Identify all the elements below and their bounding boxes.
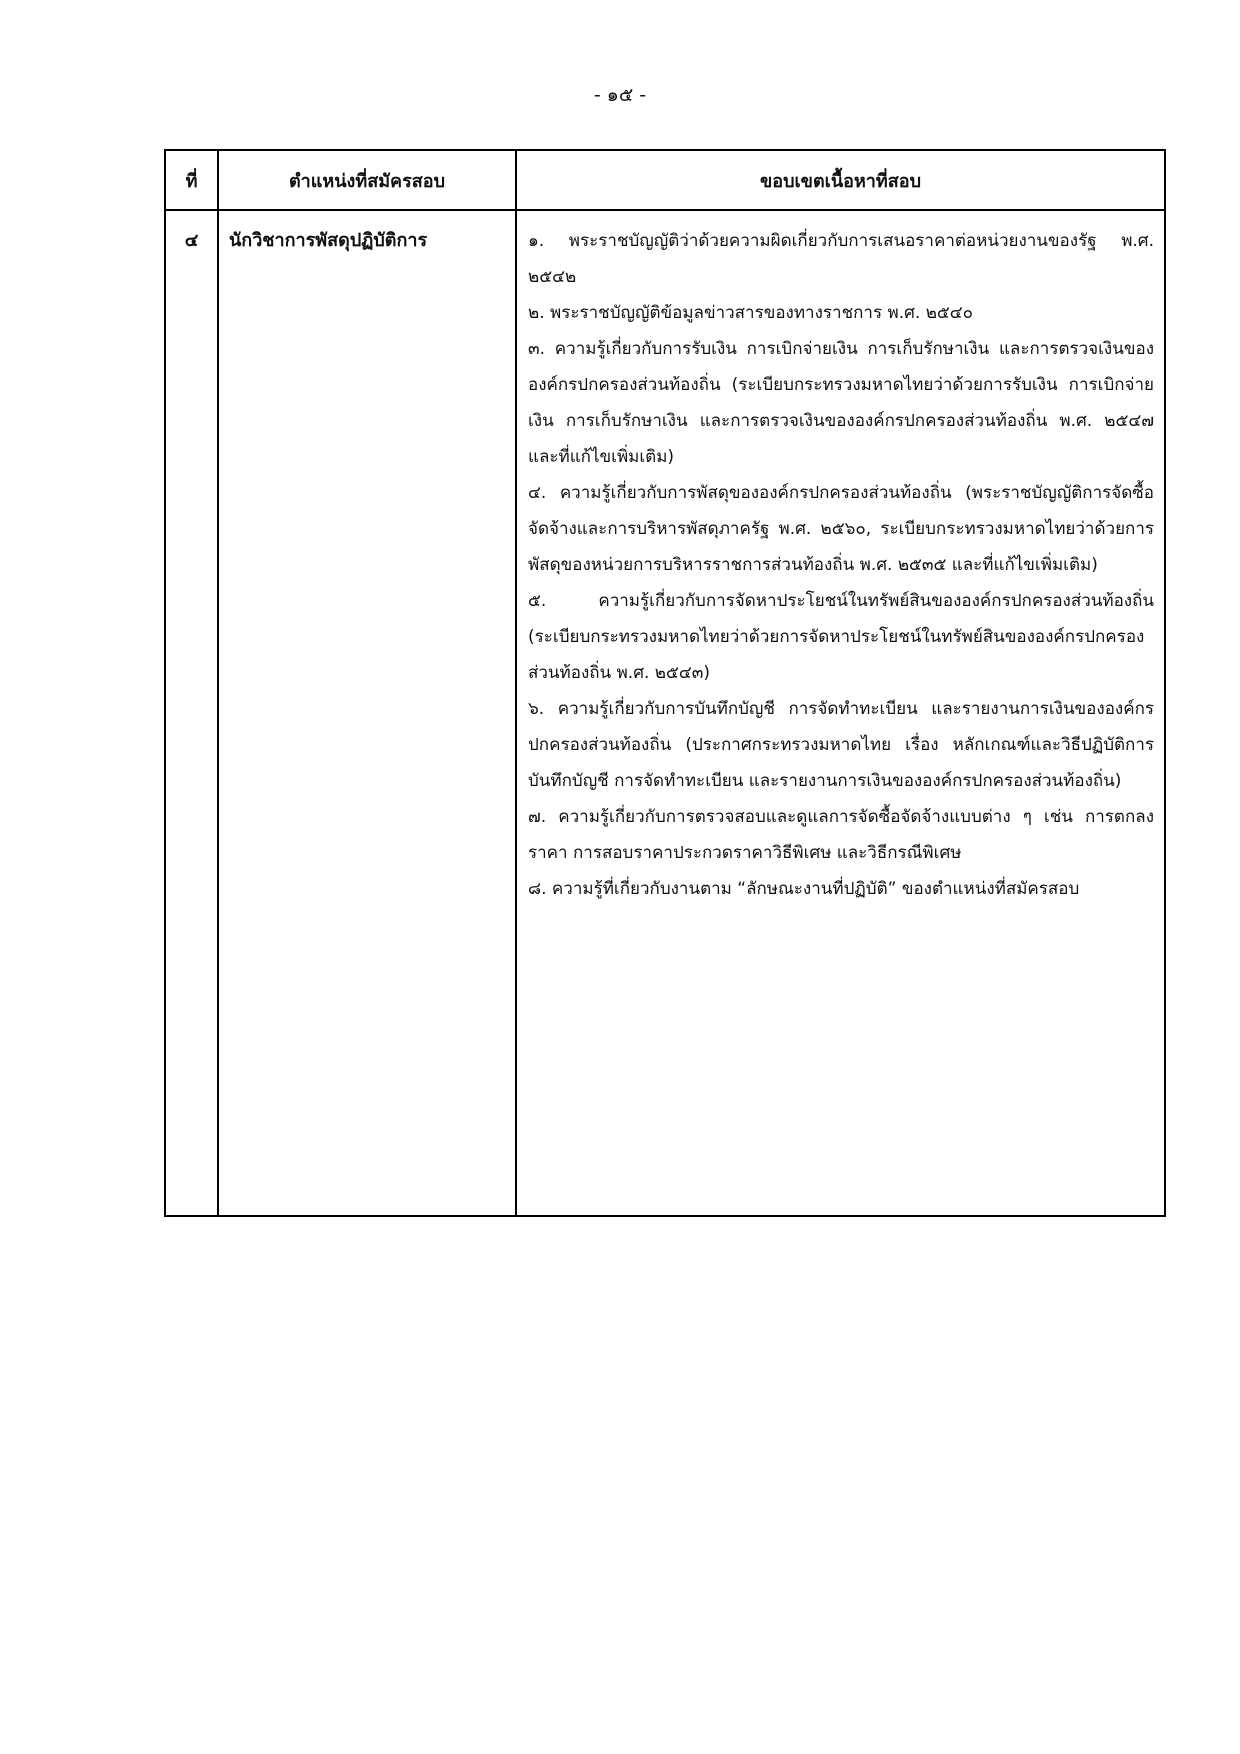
scope-item-5: ๕. ความรู้เกี่ยวกับการจัดหาประโยชน์ในทรัพย์สินขององค์กรปกครองส่วนท้องถิ่น (ระเบียบกระทรวงมหาดไทยว่าด้วยการจัดหาประโยชน์ในทรัพย์สินขององค์กรปกครองส่วนท้องถิ่น พ.ศ. ๒๕๔๓) [528,591,1154,683]
scope-item-2: ๒. พระราชบัญญัติข้อมูลข่าวสารของทางราชการ พ.ศ. ๒๕๔๐ [528,303,974,323]
table-header-row [165,150,1165,210]
scope-item-8: ๘. ความรู้ที่เกี่ยวกับงานตาม “ลักษณะงานที่ปฏิบัติ” ของตำแหน่งที่สมัครสอบ [528,879,1080,899]
scope-item-7: ๗. ความรู้เกี่ยวกับการตรวจสอบและดูแลการจัดซื้อจัดจ้างแบบต่าง ๆ เช่น การตกลงราคา การสอบราคาประกวดราคาวิธีพิเศษ และวิธีกรณีพิเศษ [528,807,1154,863]
scope-item-6: ๖. ความรู้เกี่ยวกับการบันทึกบัญชี การจัดทำทะเบียน และรายงานการเงินขององค์กรปกครองส่วนท้องถิ่น (ประกาศกระทรวงมหาดไทย เรื่อง หลักเกณฑ์และวิธีปฏิบัติการบันทึกบัญชี การจัดทำทะเบียน และรายงานการเงินขององค์กรปกครองส่วนท้องถิ่น) [528,699,1154,791]
table-row [165,210,1165,1216]
scope-item-3: ๓. ความรู้เกี่ยวกับการรับเงิน การเบิกจ่ายเงิน การเก็บรักษาเงิน และการตรวจเงินขององค์กรปกครองส่วนท้องถิ่น (ระเบียบกระทรวงมหาดไทยว่าด้วยการรับเงิน การเบิกจ่ายเงิน การเก็บรักษาเงิน และการตรวจเงินขององค์กรปกครองส่วนท้องถิ่น พ.ศ. ๒๕๔๗ และที่แก้ไขเพิ่มเติม) [528,339,1154,467]
header-scope: ขอบเขตเนื้อหาที่สอบ [516,150,1165,210]
page-number: - ๑๕ - [593,84,647,106]
header-no: ที่ [165,150,218,210]
scope-list [516,210,1165,1216]
header-position: ตำแหน่งที่สมัครสอบ [218,150,516,210]
scope-item-1: ๑. พระราชบัญญัติว่าด้วยความผิดเกี่ยวกับการเสนอราคาต่อหน่วยงานของรัฐ พ.ศ. ๒๕๔๒ [528,231,1154,287]
exam-scope-table [164,149,1166,1217]
row-number: ๔ [165,210,218,1216]
position-name: นักวิชาการพัสดุปฏิบัติการ [218,210,516,1216]
scope-item-4: ๔. ความรู้เกี่ยวกับการพัสดุขององค์กรปกครองส่วนท้องถิ่น (พระราชบัญญัติการจัดซื้อจัดจ้างและการบริหารพัสดุภาครัฐ พ.ศ. ๒๕๖๐, ระเบียบกระทรวงมหาดไทยว่าด้วยการพัสดุของหน่วยการบริหารราชการส่วนท้องถิ่น พ.ศ. ๒๕๓๕ และที่แก้ไขเพิ่มเติม) [528,483,1154,575]
